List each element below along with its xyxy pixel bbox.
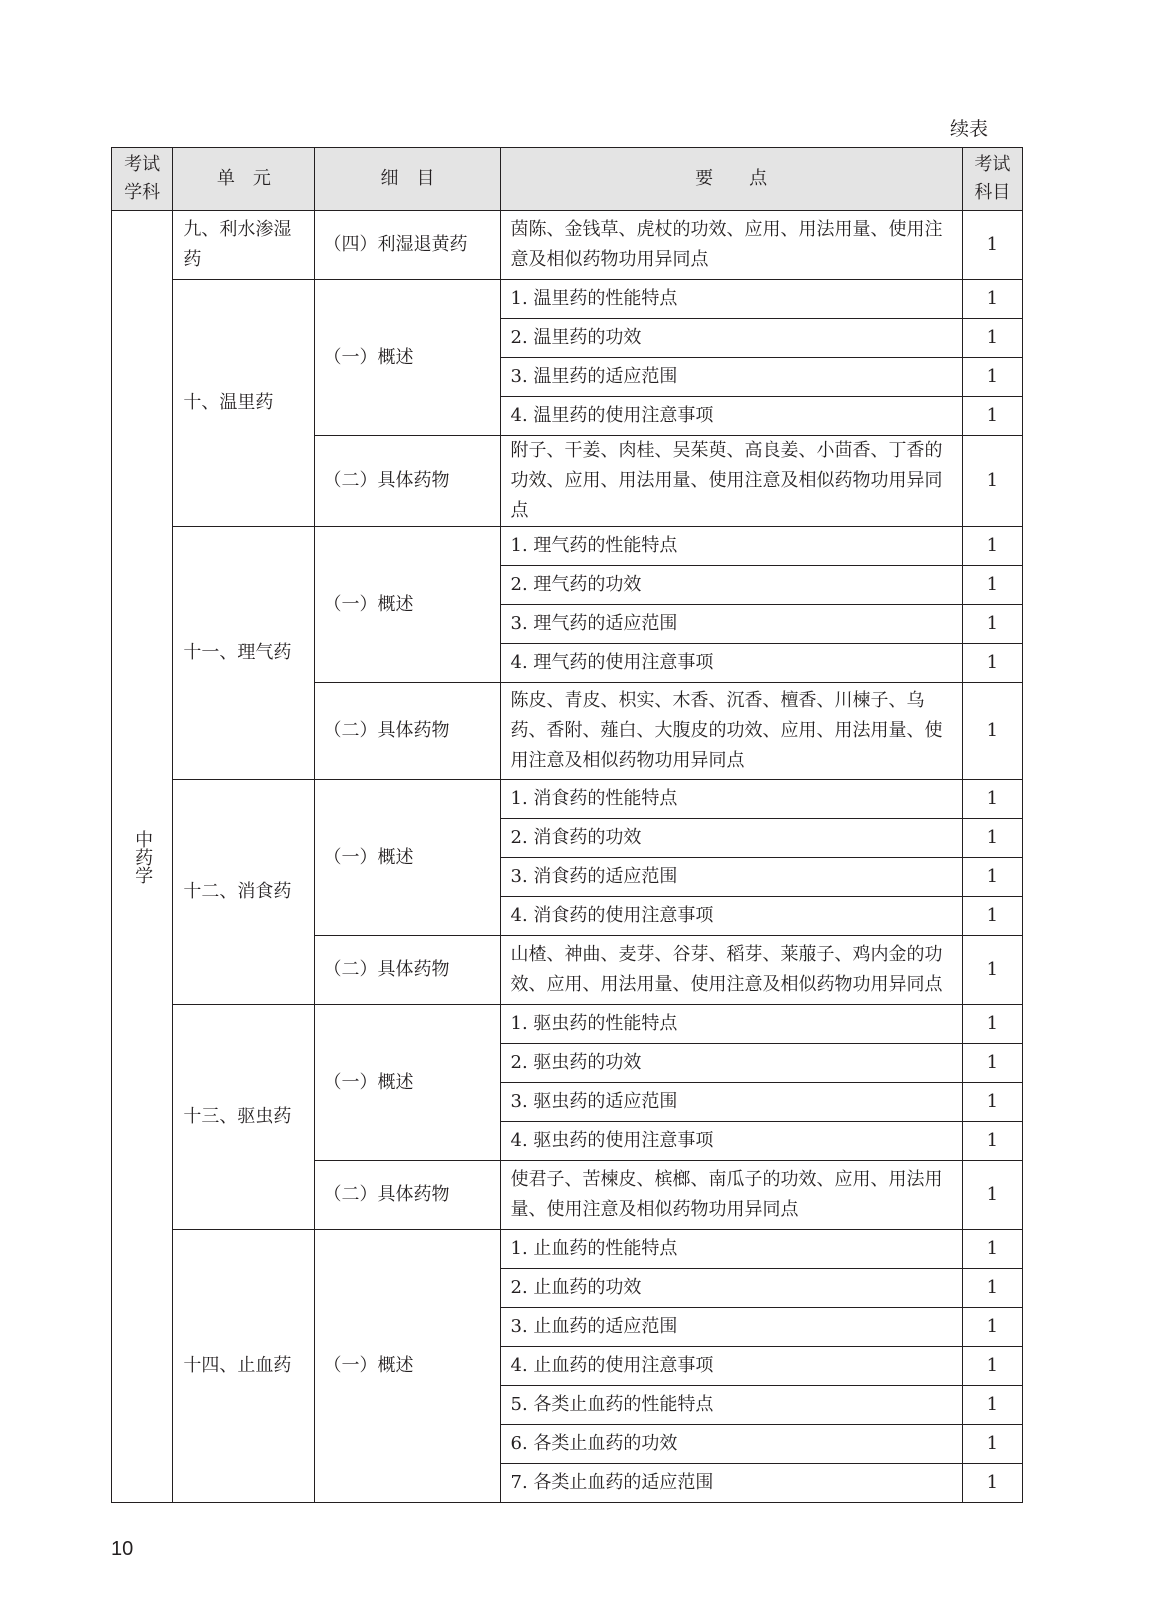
continued-label: 续表 (949, 118, 988, 140)
score-cell: 1 (962, 280, 1022, 319)
key-point-cell: 2. 止血药的功效 (500, 1269, 962, 1308)
detail-cell: （一）概述 (315, 1005, 500, 1161)
detail-cell: （二）具体药物 (315, 683, 500, 780)
table-row (112, 780, 1023, 819)
table-row (112, 280, 1023, 319)
score-cell: 1 (962, 1269, 1022, 1308)
key-point-cell: 陈皮、青皮、枳实、木香、沉香、檀香、川楝子、乌药、香附、薤白、大腹皮的功效、应用、用法用量、使用注意及相似药物功用异同点 (500, 683, 962, 780)
key-point-cell: 3. 消食药的适应范围 (500, 858, 962, 897)
unit-cell: 十一、理气药 (173, 527, 315, 780)
header-row (112, 148, 1023, 211)
score-cell: 1 (962, 897, 1022, 936)
key-point-cell: 2. 驱虫药的功效 (500, 1044, 962, 1083)
score-cell: 1 (962, 1230, 1022, 1269)
subject-cell: 中药学 (112, 211, 173, 1503)
key-point-cell: 3. 止血药的适应范围 (500, 1308, 962, 1347)
key-point-cell: 1. 理气药的性能特点 (500, 527, 962, 566)
score-cell: 1 (962, 566, 1022, 605)
header-unit: 单 元 (173, 148, 315, 211)
score-cell: 1 (962, 1347, 1022, 1386)
table-row (112, 527, 1023, 566)
table-row (112, 1005, 1023, 1044)
score-cell: 1 (962, 605, 1022, 644)
header-detail: 细 目 (315, 148, 500, 211)
score-cell: 1 (962, 1425, 1022, 1464)
table-row (112, 211, 1023, 280)
key-point-cell: 2. 理气药的功效 (500, 566, 962, 605)
key-point-cell: 3. 温里药的适应范围 (500, 358, 962, 397)
key-point-cell: 4. 理气药的使用注意事项 (500, 644, 962, 683)
score-cell: 1 (962, 683, 1022, 780)
score-cell: 1 (962, 858, 1022, 897)
page-number: 10 (111, 1538, 134, 1560)
score-cell: 1 (962, 1161, 1022, 1230)
header-exam-subject: 考试科目 (962, 148, 1022, 211)
key-point-cell: 4. 止血药的使用注意事项 (500, 1347, 962, 1386)
key-point-cell: 1. 消食药的性能特点 (500, 780, 962, 819)
detail-cell: （一）概述 (315, 280, 500, 436)
header-subject: 考试学科 (112, 148, 173, 211)
score-cell: 1 (962, 644, 1022, 683)
syllabus-table (111, 147, 1023, 1503)
key-point-cell: 附子、干姜、肉桂、吴茱萸、高良姜、小茴香、丁香的功效、应用、用法用量、使用注意及相似药物功用异同点 (500, 436, 962, 527)
unit-cell: 十三、驱虫药 (173, 1005, 315, 1230)
score-cell: 1 (962, 1005, 1022, 1044)
unit-cell: 十二、消食药 (173, 780, 315, 1005)
detail-cell: （一）概述 (315, 1230, 500, 1503)
detail-cell: （二）具体药物 (315, 1161, 500, 1230)
key-point-cell: 1. 驱虫药的性能特点 (500, 1005, 962, 1044)
key-point-cell: 5. 各类止血药的性能特点 (500, 1386, 962, 1425)
key-point-cell: 1. 止血药的性能特点 (500, 1230, 962, 1269)
table-row (112, 1230, 1023, 1269)
key-point-cell: 2. 温里药的功效 (500, 319, 962, 358)
score-cell: 1 (962, 1044, 1022, 1083)
key-point-cell: 4. 消食药的使用注意事项 (500, 897, 962, 936)
key-point-cell: 山楂、神曲、麦芽、谷芽、稻芽、莱菔子、鸡内金的功效、应用、用法用量、使用注意及相似药物功用异同点 (500, 936, 962, 1005)
key-point-cell: 1. 温里药的性能特点 (500, 280, 962, 319)
key-point-cell: 4. 温里药的使用注意事项 (500, 397, 962, 436)
detail-cell: （一）概述 (315, 527, 500, 683)
key-point-cell: 3. 理气药的适应范围 (500, 605, 962, 644)
unit-cell: 九、利水渗湿药 (173, 211, 315, 280)
key-point-cell: 3. 驱虫药的适应范围 (500, 1083, 962, 1122)
key-point-cell: 4. 驱虫药的使用注意事项 (500, 1122, 962, 1161)
score-cell: 1 (962, 1308, 1022, 1347)
key-point-cell: 2. 消食药的功效 (500, 819, 962, 858)
score-cell: 1 (962, 1386, 1022, 1425)
score-cell: 1 (962, 780, 1022, 819)
key-point-cell: 6. 各类止血药的功效 (500, 1425, 962, 1464)
detail-cell: （二）具体药物 (315, 436, 500, 527)
key-point-cell: 茵陈、金钱草、虎杖的功效、应用、用法用量、使用注意及相似药物功用异同点 (500, 211, 962, 280)
header-key-points: 要 点 (500, 148, 962, 211)
score-cell: 1 (962, 527, 1022, 566)
score-cell: 1 (962, 1122, 1022, 1161)
key-point-cell: 7. 各类止血药的适应范围 (500, 1464, 962, 1503)
score-cell: 1 (962, 936, 1022, 1005)
detail-cell: （二）具体药物 (315, 936, 500, 1005)
score-cell: 1 (962, 819, 1022, 858)
score-cell: 1 (962, 436, 1022, 527)
score-cell: 1 (962, 319, 1022, 358)
score-cell: 1 (962, 397, 1022, 436)
detail-cell: （一）概述 (315, 780, 500, 936)
detail-cell: （四）利湿退黄药 (315, 211, 500, 280)
score-cell: 1 (962, 211, 1022, 280)
unit-cell: 十四、止血药 (173, 1230, 315, 1503)
unit-cell: 十、温里药 (173, 280, 315, 527)
key-point-cell: 使君子、苦楝皮、槟榔、南瓜子的功效、应用、用法用量、使用注意及相似药物功用异同点 (500, 1161, 962, 1230)
score-cell: 1 (962, 358, 1022, 397)
score-cell: 1 (962, 1464, 1022, 1503)
score-cell: 1 (962, 1083, 1022, 1122)
